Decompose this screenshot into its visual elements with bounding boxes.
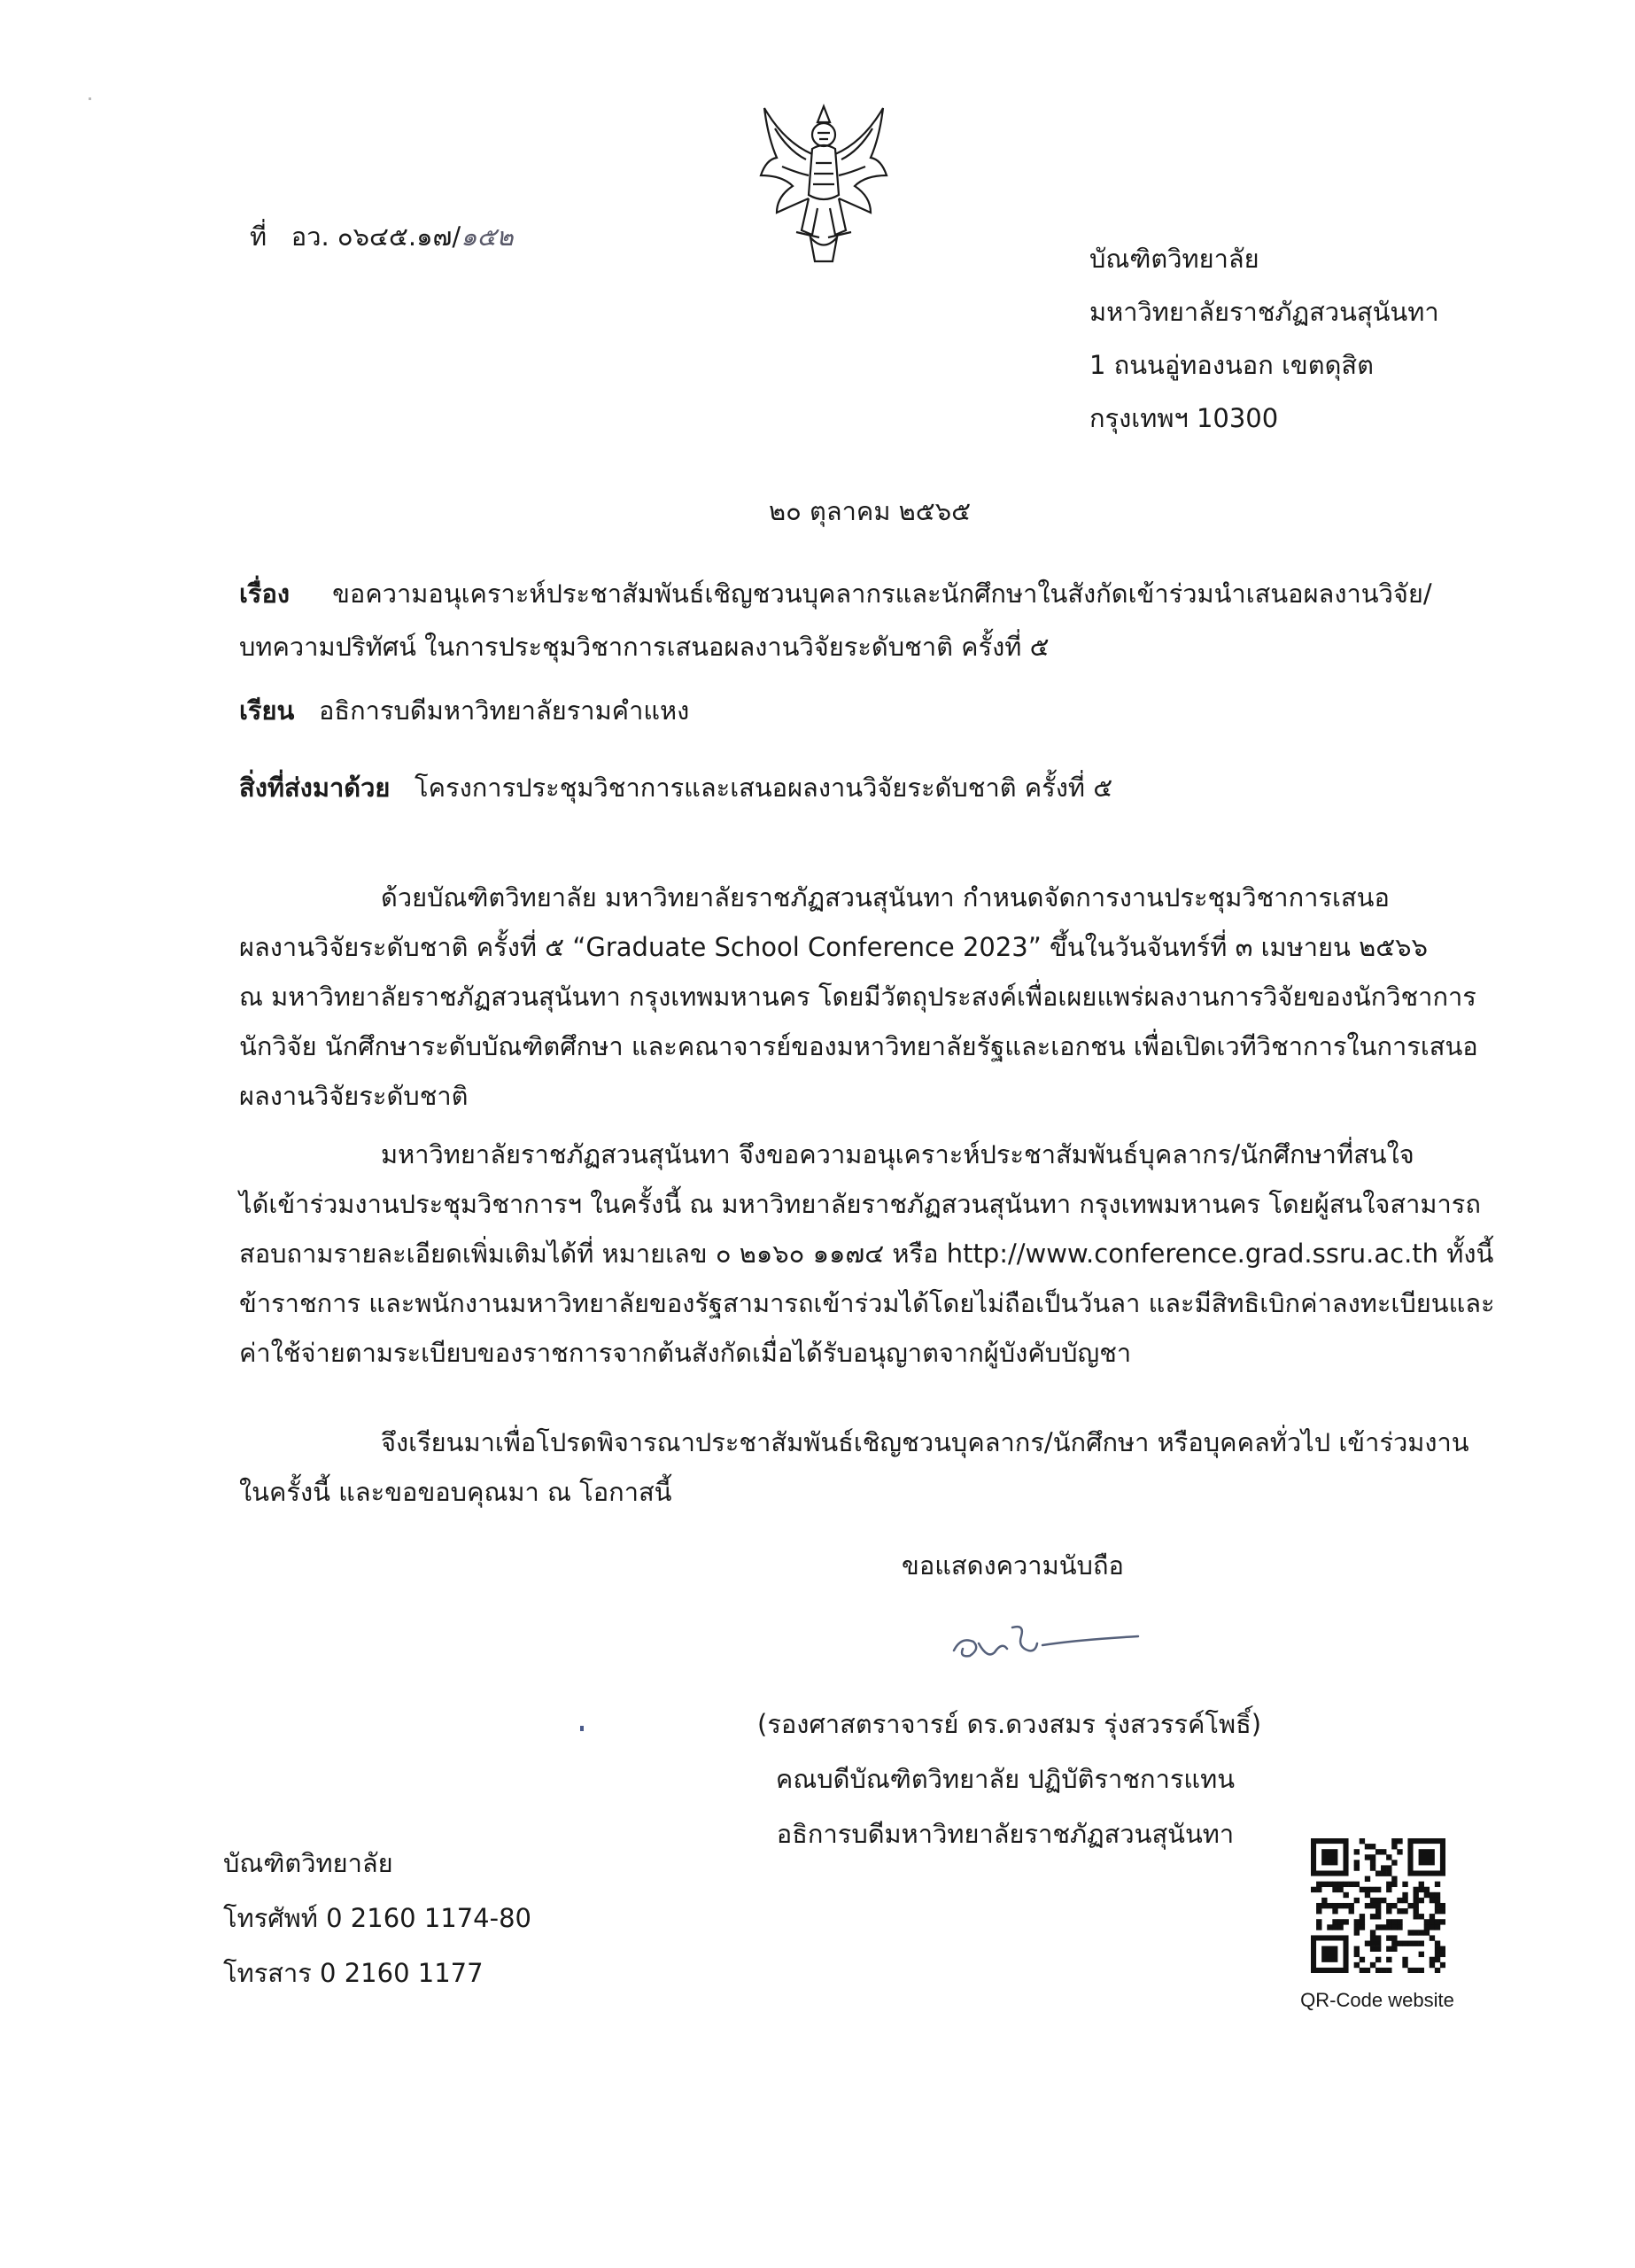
qr-module: [1386, 1865, 1391, 1870]
qr-module: [1430, 1919, 1435, 1924]
signatory-title-2: อธิการบดีมหาวิทยาลัยราชภัฏสวนสุนันทา: [776, 1819, 1235, 1849]
qr-module: [1337, 1924, 1343, 1930]
qr-module: [1370, 1941, 1375, 1946]
qr-module: [1440, 1908, 1445, 1914]
body-line: ณ มหาวิทยาลัยราชภัฏสวนสุนันทา กรุงเทพมหานคร โดยมีวัตถุประสงค์เพื่อเผยแพร่ผลงานการวิจัยของนักวิชาการ: [239, 982, 1476, 1012]
qr-module: [1332, 1919, 1337, 1924]
qr-module: [1397, 1849, 1402, 1854]
qr-module: [1354, 1865, 1360, 1870]
qr-module: [1419, 1930, 1424, 1935]
qr-module: [1397, 1919, 1402, 1924]
qr-module: [1354, 1924, 1360, 1930]
qr-module: [1327, 1882, 1332, 1887]
qr-module: [1440, 1903, 1445, 1908]
qr-module: [1440, 1962, 1445, 1968]
qr-module: [1370, 1935, 1375, 1940]
qr-module: [1424, 1930, 1430, 1935]
qr-module: [1360, 1968, 1365, 1973]
reference-handwritten: ๑๕๒: [461, 221, 514, 252]
qr-module: [1386, 1946, 1391, 1952]
sender-office: บัณฑิตวิทยาลัย: [1089, 244, 1259, 274]
qr-module: [1343, 1903, 1348, 1908]
qr-module: [1337, 1919, 1343, 1924]
qr-module: [1440, 1952, 1445, 1957]
body-line: นักวิจัย นักศึกษาระดับบัณฑิตศึกษา และคณาจารย์ของมหาวิทยาลัยรัฐและเอกชน เพื่อเปิดเวทีวิชาการในการเสนอ: [239, 1031, 1478, 1061]
qr-module: [1430, 1924, 1435, 1930]
qr-module: [1343, 1892, 1348, 1898]
qr-module: [1354, 1962, 1360, 1968]
qr-module: [1397, 1908, 1402, 1914]
qr-module: [1424, 1919, 1430, 1924]
recipient-block: [239, 695, 689, 726]
enclosure-block: [239, 773, 1112, 804]
qr-module: [1419, 1941, 1424, 1946]
qr-module: [1332, 1887, 1337, 1892]
subject-label: เรื่อง: [239, 579, 291, 609]
qr-module: [1381, 1870, 1386, 1876]
qr-module: [1381, 1849, 1386, 1854]
footer-office: บัณฑิตวิทยาลัย: [223, 1848, 393, 1878]
qr-module: [1391, 1903, 1397, 1908]
qr-module: [1365, 1844, 1370, 1849]
reference-label: ที่: [250, 221, 267, 252]
qr-module: [1424, 1924, 1430, 1930]
qr-module: [1354, 1882, 1360, 1887]
enclosure-text: โครงการประชุมวิชาการและเสนอผลงานวิจัยระดับชาติ ครั้งที่ ๕: [415, 773, 1113, 803]
qr-module: [1402, 1957, 1407, 1962]
qr-module: [1375, 1946, 1381, 1952]
qr-module: [1435, 1957, 1440, 1962]
body-paragraph-2: [239, 1130, 1495, 1378]
body-line: ในครั้งนี้ และขอขอบคุณมา ณ โอกาสนี้: [239, 1477, 672, 1507]
qr-module: [1321, 1946, 1337, 1962]
qr-module: [1424, 1892, 1430, 1898]
qr-module: [1381, 1968, 1386, 1973]
qr-module: [1407, 1903, 1413, 1908]
qr-module: [1407, 1968, 1413, 1973]
qr-module: [1354, 1849, 1360, 1854]
qr-module: [1349, 1908, 1354, 1914]
signatory-block: [757, 1697, 1262, 1861]
qr-module: [1375, 1898, 1381, 1903]
qr-module: [1321, 1849, 1337, 1865]
qr-module: [1414, 1968, 1419, 1973]
qr-module: [1381, 1924, 1386, 1930]
qr-module: [1397, 1941, 1402, 1946]
qr-module: [1337, 1882, 1343, 1887]
subject-block: [239, 567, 1432, 673]
qr-module: [1424, 1887, 1430, 1892]
reference-number: [250, 221, 514, 252]
qr-module: [1321, 1903, 1327, 1908]
qr-module: [1370, 1898, 1375, 1903]
qr-module: [1316, 1908, 1321, 1914]
qr-module: [1370, 1946, 1375, 1952]
qr-module: [1321, 1898, 1327, 1903]
qr-module: [1402, 1882, 1407, 1887]
qr-module: [1386, 1924, 1391, 1930]
qr-module: [1349, 1882, 1354, 1887]
body-line: จึงเรียนมาเพื่อโปรดพิจารณาประชาสัมพันธ์เชิญชวนบุคลากร/นักศึกษา หรือบุคคลทั่วไป เข้าร่วมงาน: [381, 1427, 1469, 1457]
signatory-title-1: คณบดีบัณฑิตวิทยาลัย ปฏิบัติราชการแทน: [775, 1764, 1236, 1794]
qr-module: [1354, 1898, 1360, 1903]
qr-module: [1419, 1914, 1424, 1919]
body-line: ผลงานวิจัยระดับชาติ ครั้งที่ ๕ “Graduate School Conference 2023” ขึ้นในวันจันทร์ที่ ๓ เมษายน ๒๕๖๖: [239, 932, 1428, 962]
qr-module: [1370, 1930, 1375, 1935]
qr-module: [1391, 1882, 1397, 1887]
body-line: ข้าราชการ และพนักงานมหาวิทยาลัยของรัฐสามารถเข้าร่วมได้โดยไม่ถือเป็นวันลา และมีสิทธิเบิกค่าลงทะเบียนและ: [239, 1288, 1495, 1318]
qr-module: [1397, 1838, 1402, 1844]
qr-module: [1365, 1876, 1370, 1882]
qr-module: [1343, 1919, 1348, 1924]
qr-module: [1354, 1919, 1360, 1924]
qr-module: [1332, 1903, 1337, 1908]
qr-module: [1435, 1919, 1440, 1924]
qr-module: [1375, 1968, 1381, 1973]
qr-module: [1370, 1887, 1375, 1892]
qr-module: [1386, 1903, 1391, 1908]
qr-module: [1354, 1860, 1360, 1865]
qr-module: [1402, 1892, 1407, 1898]
qr-module: [1370, 1865, 1375, 1870]
signature-icon: [943, 1617, 1147, 1679]
footer-fax: โทรสาร 0 2160 1177: [223, 1958, 484, 1988]
body-line: ด้วยบัณฑิตวิทยาลัย มหาวิทยาลัยราชภัฏสวนสุนันทา กำหนดจัดการงานประชุมวิชาการเสนอ: [381, 882, 1390, 913]
qr-module: [1414, 1903, 1419, 1908]
qr-module: [1402, 1962, 1407, 1968]
qr-module: [1332, 1908, 1337, 1914]
body-line: สอบถามรายละเอียดเพิ่มเติมได้ที่ หมายเลข ๐ ๒๑๖๐ ๑๑๗๔ หรือ http://www.conference.grad.ssru.ac.th ทั้งนี้: [239, 1239, 1494, 1269]
qr-module: [1386, 1908, 1391, 1914]
qr-code-icon: [1311, 1838, 1445, 1973]
body-line: ได้เข้าร่วมงานประชุมวิชาการฯ ในครั้งนี้ ณ มหาวิทยาลัยราชภัฏสวนสุนันทา กรุงเทพมหานคร โดยผู้สนใจสามารถ: [239, 1189, 1481, 1219]
qr-module: [1375, 1849, 1381, 1854]
qr-module: [1430, 1935, 1435, 1940]
qr-module: [1375, 1914, 1381, 1919]
qr-module: [1414, 1914, 1419, 1919]
qr-module: [1414, 1887, 1419, 1892]
qr-module: [1332, 1924, 1337, 1930]
qr-module: [1435, 1903, 1440, 1908]
recipient-name: อธิการบดีมหาวิทยาลัยรามคำแหง: [318, 695, 690, 726]
qr-module: [1430, 1892, 1435, 1898]
qr-module: [1386, 1935, 1391, 1940]
subject-line-2: บทความปริทัศน์ ในการประชุมวิชาการเสนอผลงานวิจัยระดับชาติ ครั้งที่ ๕: [239, 632, 1050, 662]
qr-module: [1402, 1898, 1407, 1903]
qr-module: [1370, 1914, 1375, 1919]
qr-module: [1419, 1882, 1424, 1887]
qr-module: [1360, 1919, 1365, 1924]
footer-contact: [223, 1836, 531, 2000]
garuda-emblem-icon: [757, 89, 890, 270]
qr-module: [1365, 1892, 1370, 1898]
qr-module: [1391, 1838, 1397, 1844]
qr-module: [1316, 1903, 1321, 1908]
qr-module: [1435, 1892, 1440, 1898]
qr-module: [1435, 1941, 1440, 1946]
qr-module: [1397, 1924, 1402, 1930]
qr-module: [1391, 1876, 1397, 1882]
scan-speck: [580, 1726, 584, 1731]
qr-module: [1419, 1968, 1424, 1973]
qr-module: [1365, 1941, 1370, 1946]
letter-date: ๒๐ ตุลาคม ๒๕๖๕: [769, 496, 972, 526]
qr-module: [1332, 1882, 1337, 1887]
body-line: ผลงานวิจัยระดับชาติ: [239, 1081, 469, 1111]
qr-module: [1360, 1887, 1365, 1892]
qr-module: [1419, 1849, 1435, 1865]
qr-module: [1440, 1919, 1445, 1924]
qr-module: [1435, 1882, 1440, 1887]
qr-module: [1327, 1924, 1332, 1930]
qr-caption: QR-Code website: [1300, 1989, 1454, 2011]
signatory-name: (รองศาสตราจารย์ ดร.ดวงสมร รุ่งสวรรค์โพธิ์): [757, 1709, 1262, 1739]
qr-module: [1391, 1946, 1397, 1952]
qr-module: [1397, 1898, 1402, 1903]
qr-module: [1354, 1946, 1360, 1952]
qr-module: [1375, 1941, 1381, 1946]
qr-module: [1386, 1968, 1391, 1973]
qr-module: [1354, 1930, 1360, 1935]
qr-module: [1386, 1887, 1391, 1892]
closing-phrase: ขอแสดงความนับถือ: [902, 1550, 1124, 1581]
qr-module: [1430, 1957, 1435, 1962]
qr-module: [1365, 1887, 1370, 1892]
qr-module: [1375, 1903, 1381, 1908]
recipient-label: เรียน: [239, 695, 295, 726]
qr-module: [1327, 1903, 1332, 1908]
qr-module: [1430, 1914, 1435, 1919]
body-line: ค่าใช้จ่ายตามระเบียบของราชการจากต้นสังกัดเมื่อได้รับอนุญาตจากผู้บังคับบัญชา: [239, 1338, 1132, 1368]
qr-module: [1391, 1844, 1397, 1849]
qr-module: [1316, 1924, 1321, 1930]
body-paragraph-3: [239, 1418, 1469, 1517]
qr-module: [1386, 1854, 1391, 1860]
qr-module: [1370, 1854, 1375, 1860]
qr-module: [1375, 1924, 1381, 1930]
qr-module: [1402, 1941, 1407, 1946]
qr-module: [1435, 1898, 1440, 1903]
qr-module: [1386, 1957, 1391, 1962]
body-paragraph-1: [239, 873, 1478, 1121]
sender-city: กรุงเทพฯ 10300: [1089, 403, 1279, 433]
qr-module: [1349, 1903, 1354, 1908]
qr-module: [1375, 1957, 1381, 1962]
qr-module: [1414, 1930, 1419, 1935]
qr-module: [1316, 1882, 1321, 1887]
qr-module: [1407, 1930, 1413, 1935]
qr-module: [1435, 1968, 1440, 1973]
sender-university: มหาวิทยาลัยราชภัฏสวนสุนันทา: [1089, 297, 1439, 327]
enclosure-label: สิ่งที่ส่งมาด้วย: [239, 773, 391, 803]
qr-module: [1375, 1870, 1381, 1876]
qr-module: [1419, 1898, 1424, 1903]
qr-module: [1414, 1908, 1419, 1914]
qr-module: [1375, 1887, 1381, 1892]
qr-module: [1311, 1887, 1316, 1892]
qr-module: [1370, 1860, 1375, 1865]
qr-module: [1419, 1887, 1424, 1892]
subject-line-1: ขอความอนุเคราะห์ประชาสัมพันธ์เชิญชวนบุคลากรและนักศึกษาในสังกัดเข้าร่วมนำเสนอผลงานวิจัย/: [332, 579, 1432, 609]
qr-module: [1375, 1935, 1381, 1940]
sender-address: [1089, 232, 1439, 445]
qr-module: [1360, 1914, 1365, 1919]
qr-module: [1360, 1924, 1365, 1930]
qr-module: [1391, 1935, 1397, 1940]
qr-module: [1337, 1903, 1343, 1908]
qr-module: [1414, 1892, 1419, 1898]
qr-module: [1440, 1946, 1445, 1952]
qr-module: [1414, 1941, 1419, 1946]
qr-module: [1337, 1887, 1343, 1892]
qr-module: [1402, 1908, 1407, 1914]
qr-module: [1354, 1952, 1360, 1957]
qr-module: [1370, 1903, 1375, 1908]
qr-module: [1381, 1898, 1386, 1903]
qr-module: [1419, 1952, 1424, 1957]
qr-module: [1435, 1952, 1440, 1957]
qr-module: [1435, 1946, 1440, 1952]
qr-module: [1321, 1882, 1327, 1887]
qr-module: [1381, 1865, 1386, 1870]
qr-module: [1391, 1941, 1397, 1946]
qr-module: [1386, 1919, 1391, 1924]
qr-module: [1391, 1860, 1397, 1865]
qr-module: [1360, 1957, 1365, 1962]
qr-module: [1435, 1924, 1440, 1930]
qr-module: [1430, 1962, 1435, 1968]
qr-module: [1386, 1882, 1391, 1887]
body-line: มหาวิทยาลัยราชภัฏสวนสุนันทา จึงขอความอนุเคราะห์ประชาสัมพันธ์บุคลากร/นักศึกษาที่สนใจ: [381, 1139, 1414, 1169]
qr-module: [1435, 1908, 1440, 1914]
qr-module: [1316, 1919, 1321, 1924]
qr-module: [1365, 1968, 1370, 1973]
qr-module: [1375, 1908, 1381, 1914]
qr-module: [1414, 1898, 1419, 1903]
qr-module: [1370, 1962, 1375, 1968]
qr-module: [1316, 1887, 1321, 1892]
qr-module: [1370, 1844, 1375, 1849]
scan-speck: [89, 97, 91, 100]
qr-module: [1407, 1941, 1413, 1946]
qr-module: [1365, 1903, 1370, 1908]
qr-module: [1430, 1898, 1435, 1903]
reference-code: อว. ๐๖๔๕.๑๗/: [291, 221, 461, 252]
qr-module: [1365, 1854, 1370, 1860]
qr-module: [1391, 1919, 1397, 1924]
sender-street: 1 ถนนอู่ทองนอก เขตดุสิต: [1089, 350, 1374, 380]
qr-module: [1343, 1882, 1348, 1887]
footer-phone: โทรศัพท์ 0 2160 1174-80: [223, 1903, 531, 1933]
qr-module: [1386, 1870, 1391, 1876]
qr-module: [1360, 1838, 1365, 1844]
qr-module: [1391, 1924, 1397, 1930]
